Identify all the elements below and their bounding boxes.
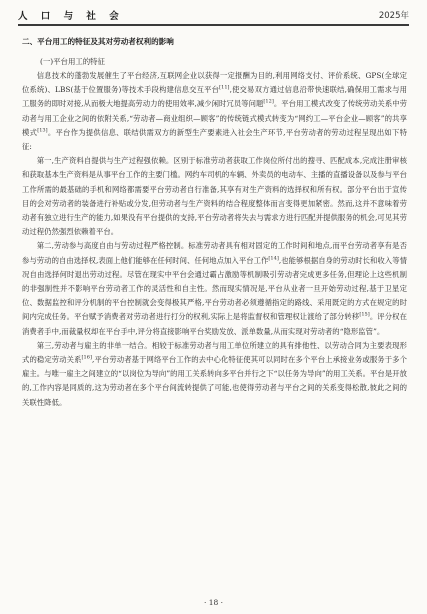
paragraph-text: 。平台作为提供信息、联结供需双方的新型生产要素进入社会生产环节,平台劳动者的劳动过程呈现出如下特征: bbox=[22, 127, 407, 152]
paragraph-text: 。评分权在消费者手中,而裁量权却在平台手中,评分将直接影响平台奖励发放、派单数量,从而实现对劳动者的“隐形监管”。 bbox=[22, 312, 407, 336]
citation-marker: [11] bbox=[219, 84, 230, 91]
body-paragraph bbox=[22, 69, 407, 154]
article-body bbox=[22, 36, 407, 410]
paragraph-text: ,也能够根据自身的劳动时长和收入等情况自由选择何时退出劳动过程。尽管在现实中平台会通过霸占激励等机制吸引劳动者完成更多任务,但理论上这些机制的非强制性并不影响平台劳动者工作的灵活性和自主性。然而现实情况是,平台从业者一旦开始劳动过程,基于卫星定位、数据监控和评分机制的平台控制就会变得极其严格,平台劳动者必须遵循指定的路线、采用既定的方式在规定的时间内完成任务。平台赋予消费者对劳动者进行打分的权利,实际上是将监督权和管理权让渡给了部分转移 bbox=[22, 255, 407, 322]
issue-year: 2025年 bbox=[378, 11, 409, 21]
citation-marker: [13] bbox=[37, 127, 48, 134]
paragraph-list bbox=[22, 69, 407, 410]
section-heading: 二、平台用工的特征及其对劳动者权利的影响 bbox=[22, 37, 174, 46]
paragraph-text: 第一,生产资料自提供与生产过程强依赖。区别于标准劳动者获取工作岗位所付出的搜寻、匹配成本,完成注册审核和获取基本生产资料是从事平台工作的主要门槛。网约车司机的车辆、外卖员的电动车、主播的直播设备以及参与平台工作所需的最基础的手机和网络都需要平台劳动者自行准备,其享有对生产资料的选择权和所有权。部分平台出于宣传目的会对劳动者的装备进行补贴或分发,但劳动者与生产资料的结合程度整体而言变得更加紧密。然而,这并不意味着劳动者有独立进行生产的能力,如果没有平台提供的支持,平台劳动者将失去与需求方进行匹配并提供服务的机会,可见其劳动过程仍然强烈依赖着平台。 bbox=[22, 156, 407, 237]
paragraph-text: 信息技术的蓬勃发展催生了平台经济,互联网企业以获得一定报酬为目的,利用网络支付、评价系统、GPS(全球定位系统)、LBS(基于位置服务)等技术手段构建信息交互平台 bbox=[22, 71, 407, 95]
body-paragraph bbox=[22, 339, 407, 410]
journal-title: 人 口 与 社 会 bbox=[18, 11, 124, 22]
paragraph-text: 。平台用工模式改变了传统劳动关系中劳动者与用工企业之间的依附关系,“劳动者—商业组织—顾客”的传统链式模式转变为“网约工—平台企业—顾客”的共享模式 bbox=[22, 99, 408, 137]
body-paragraph bbox=[22, 154, 407, 239]
citation-marker: [16] bbox=[81, 354, 93, 361]
subsection-heading: (一)平台用工的特征 bbox=[40, 57, 105, 66]
citation-marker: [14] bbox=[268, 255, 279, 262]
citation-marker: [12] bbox=[263, 98, 274, 105]
paragraph-text: ,平台劳动者基于网络平台工作的去中心化特征使其可以同时在多个平台上承接业务或服务于多个雇主。与唯一雇主之间建立的“以岗位为导向”的用工关系转向多平台并行之下“以任务为导向”的用工关系。平台是开放的,工作内容是同质的,这为劳动者在多个平台间流转提供了可能,也使得劳动者与平台之间的关系变得松散,彼此之间的关联性降低。 bbox=[22, 355, 407, 407]
paragraph-text: 第二,劳动参与高度自由与劳动过程严格控制。标准劳动者具有相对固定的工作时间和地点,而平台劳动者享有是否参与劳动的自由选择权,表面上他们能够在任何时间、任何地点加入平台工作 bbox=[22, 241, 407, 265]
body-paragraph bbox=[22, 239, 407, 338]
page-number: · 18 · bbox=[203, 598, 224, 607]
running-header bbox=[18, 4, 409, 26]
paragraph-text: 第三,劳动者与雇主的非单一结合。相较于标准劳动者与用工单位所建立的具有排他性、以劳动合同为主要表现形式的稳定劳动关系 bbox=[22, 340, 407, 365]
citation-marker: [15] bbox=[359, 312, 370, 319]
paragraph-text: ,使交易双方通过信息沿带快速联结,确保用工需求与用工服务的即时对接,从而极大地提高劳动力的使用效率,减少闲时冗员等问题 bbox=[22, 85, 407, 109]
